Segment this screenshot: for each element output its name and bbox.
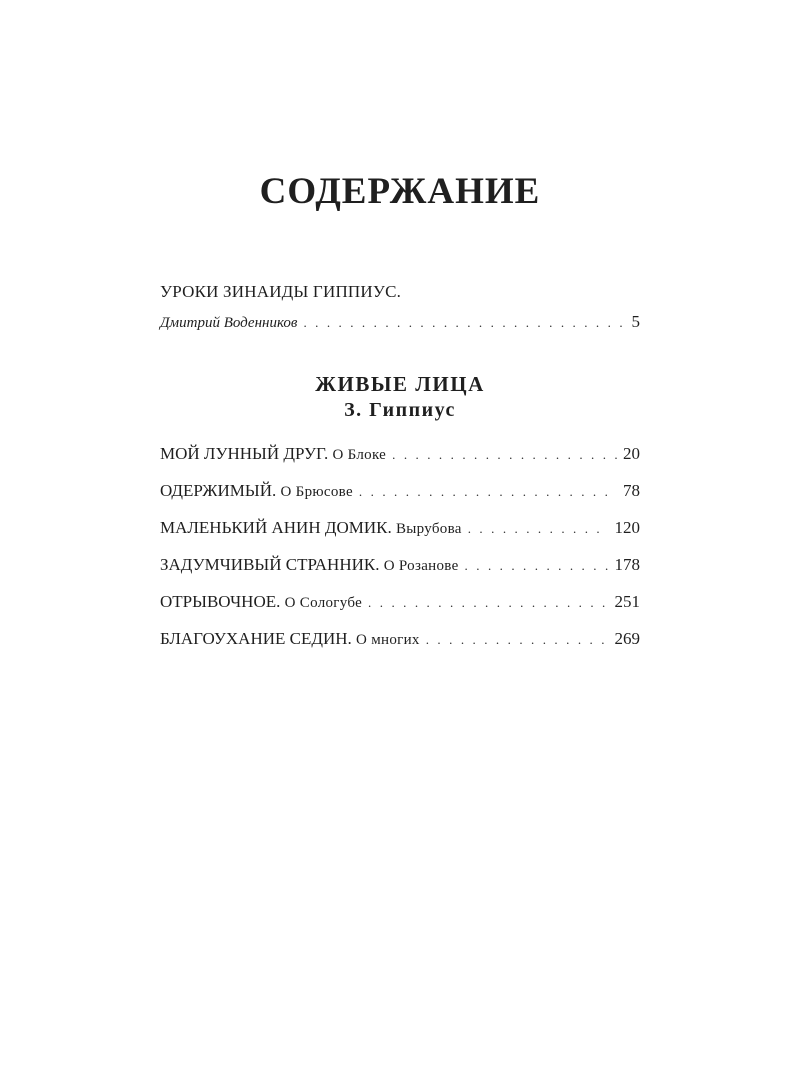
- toc-entry: [160, 592, 640, 616]
- entry-title: ОДЕРЖИМЫЙ.: [160, 481, 277, 500]
- entry-label: [160, 629, 420, 649]
- toc-entry: [160, 555, 640, 579]
- entry-subtitle: О многих: [356, 632, 420, 648]
- toc-entry: [160, 444, 640, 468]
- intro-title: УРОКИ ЗИНАИДЫ ГИППИУС.: [160, 282, 402, 301]
- page-title: СОДЕРЖАНИЕ: [259, 171, 541, 212]
- intro-author: Дмитрий Воденников: [160, 315, 298, 331]
- entry-title: МОЙ ЛУННЫЙ ДРУГ.: [160, 444, 329, 463]
- toc-entry: [160, 629, 640, 653]
- toc-entry: [160, 481, 640, 505]
- dot-leader: [426, 632, 609, 648]
- entry-subtitle: О Блоке: [332, 447, 387, 463]
- page-number: 5: [631, 312, 640, 331]
- entry-title: ОТРЫВОЧНОЕ.: [160, 592, 281, 611]
- section-title: ЖИВЫЕ ЛИЦА: [315, 372, 485, 396]
- dot-leader: [359, 484, 617, 500]
- entry-subtitle: О Сологубе: [284, 595, 363, 611]
- entry-subtitle: О Розанове: [383, 558, 459, 574]
- entry-title: МАЛЕНЬКИЙ АНИН ДОМИК.: [160, 518, 392, 537]
- page-number: 120: [614, 518, 640, 537]
- toc-entry-intro: [160, 312, 640, 336]
- page-number: 78: [623, 481, 640, 500]
- page-number: 178: [614, 555, 640, 574]
- entry-title: ЗАДУМЧИВЫЙ СТРАННИК.: [160, 555, 380, 574]
- entry-label: [160, 481, 353, 501]
- entry-label: [160, 592, 362, 612]
- dot-leader: [468, 521, 609, 537]
- entry-subtitle: О Брюсове: [280, 484, 353, 500]
- entry-label: [160, 518, 462, 538]
- page-number: 20: [623, 444, 640, 463]
- dot-leader: [303, 315, 625, 331]
- section-author: З. Гиппиус: [344, 399, 456, 421]
- page-number: 251: [614, 592, 640, 611]
- entry-label: [160, 555, 459, 575]
- dot-leader: [368, 595, 608, 611]
- entry-subtitle: Вырубова: [395, 521, 462, 537]
- page-number: 269: [614, 629, 640, 648]
- entry-label: [160, 444, 386, 464]
- dot-leader: [392, 447, 617, 463]
- toc-entry: [160, 518, 640, 542]
- dot-leader: [465, 558, 609, 574]
- entry-title: БЛАГОУХАНИЕ СЕДИН.: [160, 629, 352, 648]
